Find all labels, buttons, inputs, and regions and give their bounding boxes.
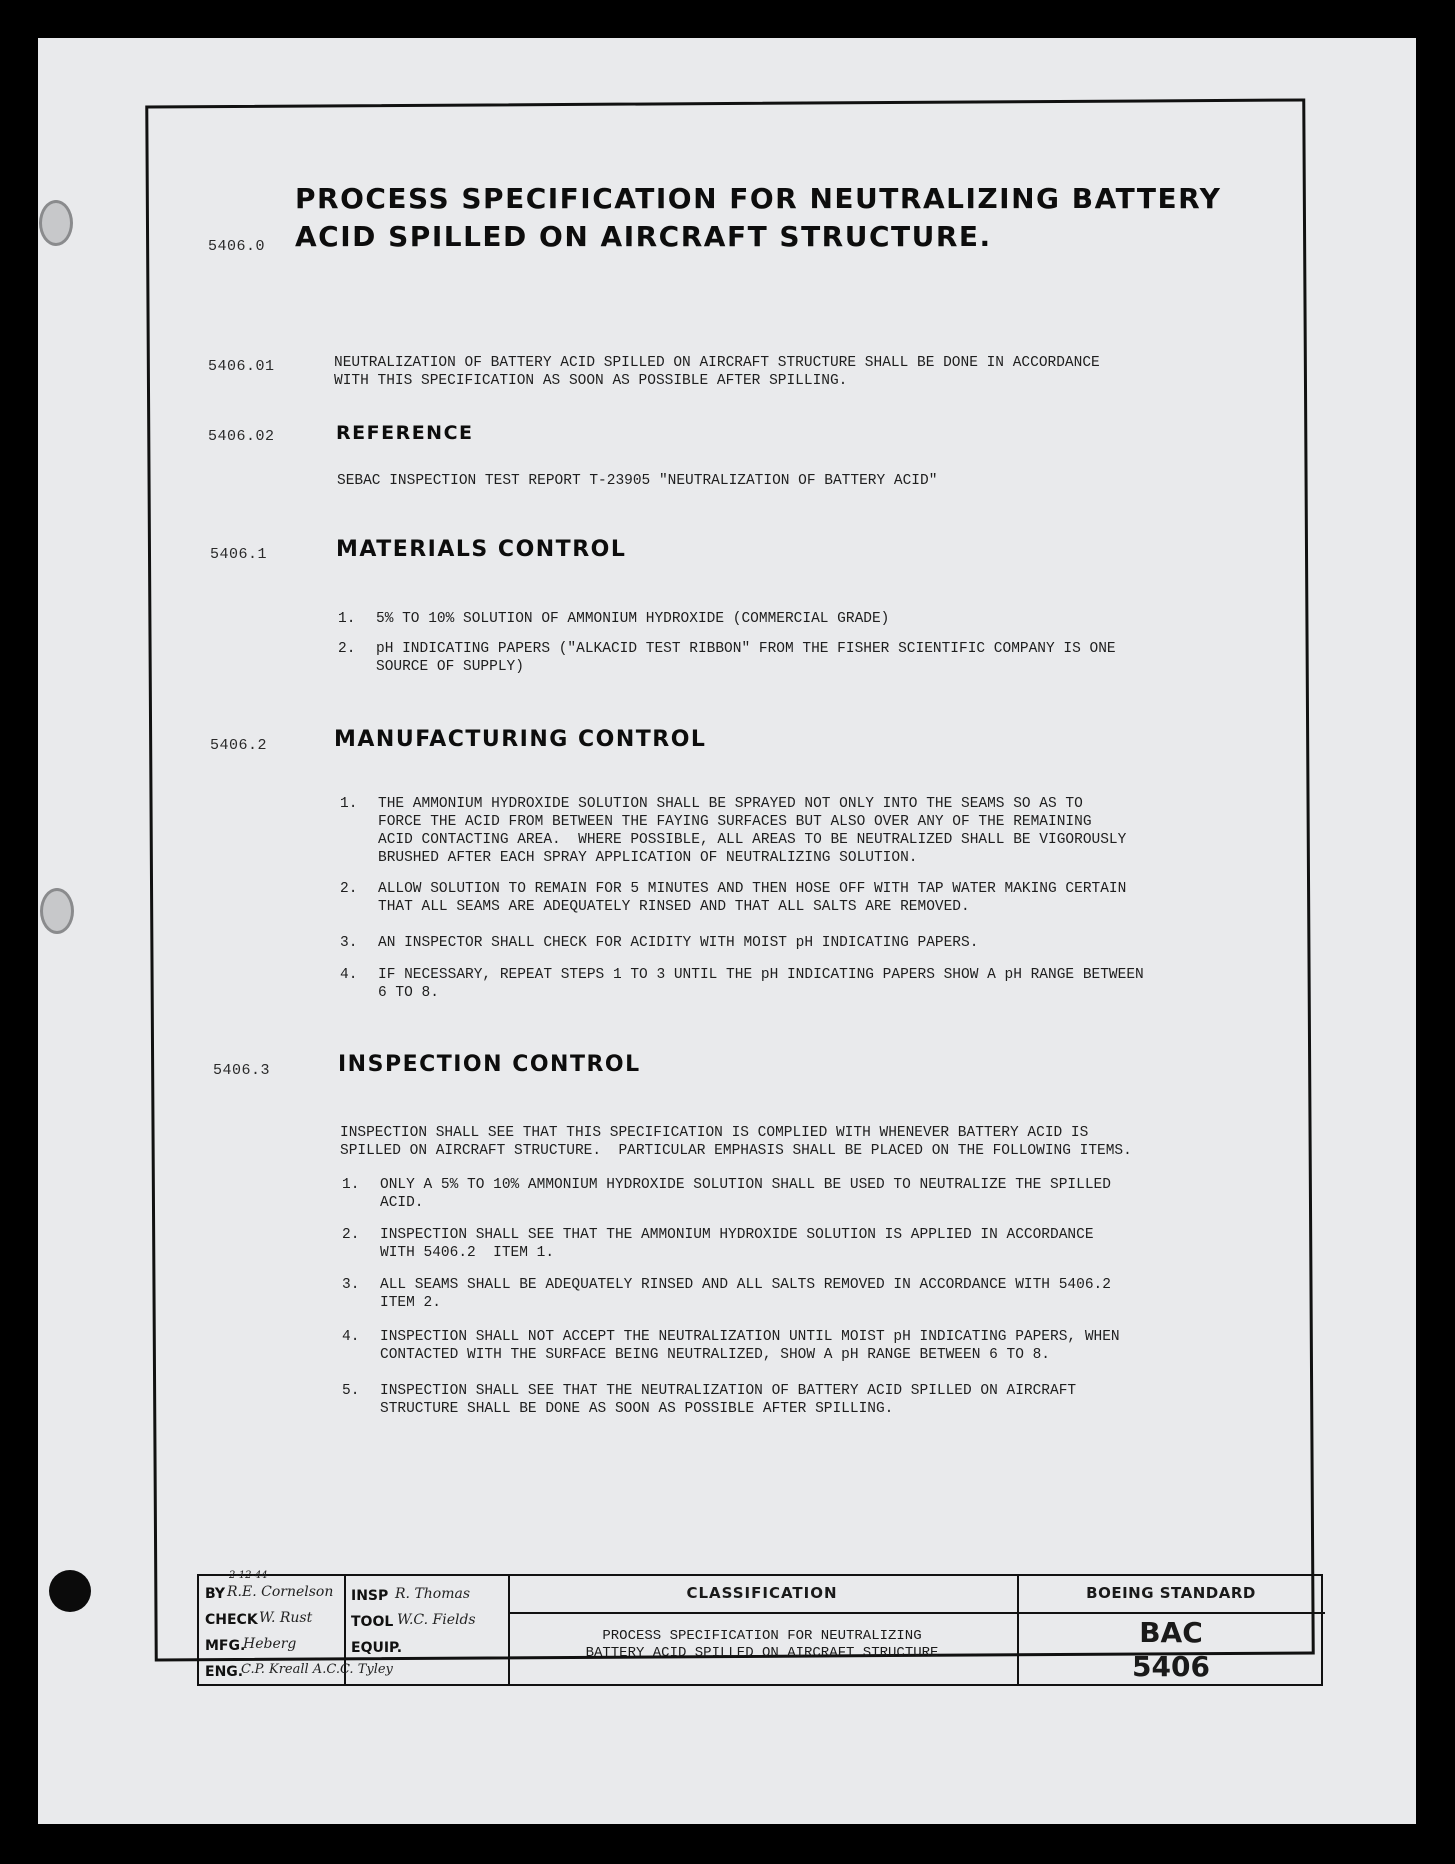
page-title-line-1: PROCESS SPECIFICATION FOR NEUTRALIZING BATTERY (295, 182, 1222, 215)
insp-label: INSP (351, 1588, 389, 1604)
reference-text: SEBAC INSPECTION TEST REPORT T-23905 "NEUTRALIZATION OF BATTERY ACID" (337, 473, 938, 489)
item-text: ONLY A 5% TO 10% AMMONIUM HYDROXIDE SOLUTION SHALL BE USED TO NEUTRALIZE THE SPILLED ACID. (380, 1177, 1111, 1211)
binder-hole-bottom (49, 1570, 91, 1612)
page-title (295, 180, 1221, 256)
inspection-intro: INSPECTION SHALL SEE THAT THIS SPECIFICATION IS COMPLIED WITH WHENEVER BATTERY ACID IS SPILLED ON AIRCRAFT STRUCTURE. PARTICULAR EMPHASIS SHALL BE PLACED ON THE FOLLOWING ITEMS. (340, 1125, 1132, 1159)
eng-signature: C.P. Kreall A.C.C. Tyley (241, 1662, 393, 1677)
section-number-3: 5406.3 (213, 1062, 271, 1079)
boeing-standard-label: BOEING STANDARD (1086, 1584, 1256, 1602)
section-number-1: 5406.1 (210, 546, 268, 563)
item-text: INSPECTION SHALL SEE THAT THE AMMONIUM HYDROXIDE SOLUTION IS APPLIED IN ACCORDANCE WITH 5406.2 ITEM 1. (380, 1227, 1094, 1261)
item-text: THE AMMONIUM HYDROXIDE SOLUTION SHALL BE SPRAYED NOT ONLY INTO THE SEAMS SO AS TO FORCE THE ACID FROM BETWEEN THE FAYING SURFACES BUT ALSO OVER ANY OF THE REMAINING ACID CONTACTING AREA. WHERE POSSIBLE, ALL AREAS TO BE NEUTRALIZED SHALL BE VIGOROUSLY BRUSHED AFTER EACH SPRAY APPLICATION OF NEUTRALIZING SOLUTION. (378, 796, 1127, 866)
item-number: 2. (340, 881, 358, 897)
item-number: 4. (340, 967, 358, 983)
binder-hole-top (39, 200, 73, 246)
item-text: pH INDICATING PAPERS ("ALKACID TEST RIBBON" FROM THE FISHER SCIENTIFIC COMPANY IS ONE SOURCE OF SUPPLY) (376, 641, 1116, 675)
title-block-divider (1017, 1612, 1325, 1614)
title-block-divider (508, 1612, 1017, 1614)
heading-manufacturing-control: MANUFACTURING CONTROL (334, 727, 707, 752)
item-text: INSPECTION SHALL SEE THAT THE NEUTRALIZATION OF BATTERY ACID SPILLED ON AIRCRAFT STRUCTURE SHALL BE DONE AS SOON AS POSSIBLE AFTER SPILLING. (380, 1383, 1077, 1417)
item-number: 1. (338, 611, 356, 627)
title-block (197, 1570, 1323, 1686)
item-number: 4. (342, 1329, 360, 1345)
section-number-02: 5406.02 (208, 428, 275, 445)
check-label: CHECK (205, 1612, 258, 1628)
insp-signature: R. Thomas (395, 1586, 471, 1602)
item-text: IF NECESSARY, REPEAT STEPS 1 TO 3 UNTIL THE pH INDICATING PAPERS SHOW A pH RANGE BETWEEN 6 TO 8. (378, 967, 1144, 1001)
item-number: 1. (342, 1177, 360, 1193)
item-text: AN INSPECTOR SHALL CHECK FOR ACIDITY WITH MOIST pH INDICATING PAPERS. (378, 935, 979, 951)
check-signature: W. Rust (259, 1610, 313, 1626)
item-number: 3. (342, 1277, 360, 1293)
section-number-2: 5406.2 (210, 737, 268, 754)
item-text: ALLOW SOLUTION TO REMAIN FOR 5 MINUTES AND THEN HOSE OFF WITH TAP WATER MAKING CERTAIN THAT ALL SEAMS ARE ADEQUATELY RINSED AND THAT ALL SALTS ARE REMOVED. (378, 881, 1127, 915)
tool-label: TOOL (351, 1614, 394, 1630)
item-text: INSPECTION SHALL NOT ACCEPT THE NEUTRALIZATION UNTIL MOIST pH INDICATING PAPERS, WHEN CONTACTED WITH THE SURFACE BEING NEUTRALIZED, SHOW A pH RANGE BETWEEN 6 TO 8. (380, 1329, 1120, 1363)
by-signature: R.E. Cornelson (227, 1584, 334, 1600)
eng-label: ENG. (205, 1664, 244, 1680)
mfg-label: MFG. (205, 1638, 246, 1654)
item-text: 5% TO 10% SOLUTION OF AMMONIUM HYDROXIDE (COMMERCIAL GRADE) (376, 611, 890, 627)
approval-date: 2-12-44 (229, 1570, 268, 1581)
heading-reference: REFERENCE (336, 422, 474, 444)
item-number: 3. (340, 935, 358, 951)
page-title-line-2: ACID SPILLED ON AIRCRAFT STRUCTURE. (295, 220, 992, 253)
item-number: 1. (340, 796, 358, 812)
by-label: BY (205, 1586, 226, 1602)
heading-inspection-control: INSPECTION CONTROL (338, 1052, 641, 1077)
classification-label: CLASSIFICATION (686, 1584, 838, 1602)
section-number-01: 5406.01 (208, 358, 275, 375)
section-number-title: 5406.0 (208, 238, 266, 255)
item-number: 2. (338, 641, 356, 657)
standard-number: 5406 (1132, 1650, 1210, 1683)
equip-label: EQUIP. (351, 1640, 403, 1656)
item-text: ALL SEAMS SHALL BE ADEQUATELY RINSED AND ALL SALTS REMOVED IN ACCORDANCE WITH 5406.2 ITEM 2. (380, 1277, 1111, 1311)
heading-materials-control: MATERIALS CONTROL (336, 537, 627, 562)
standard-prefix: BAC (1139, 1616, 1203, 1649)
item-number: 2. (342, 1227, 360, 1243)
binder-hole-middle (40, 888, 74, 934)
scope-paragraph: NEUTRALIZATION OF BATTERY ACID SPILLED ON AIRCRAFT STRUCTURE SHALL BE DONE IN ACCORDANCE WITH THIS SPECIFICATION AS SOON AS POSSIBLE AFTER SPILLING. (334, 355, 1100, 389)
tool-signature: W.C. Fields (397, 1612, 476, 1628)
item-number: 5. (342, 1383, 360, 1399)
mfg-signature: Heberg (243, 1636, 297, 1652)
classification-text: PROCESS SPECIFICATION FOR NEUTRALIZING BATTERY ACID SPILLED ON AIRCRAFT STRUCTURE (585, 1628, 939, 1661)
